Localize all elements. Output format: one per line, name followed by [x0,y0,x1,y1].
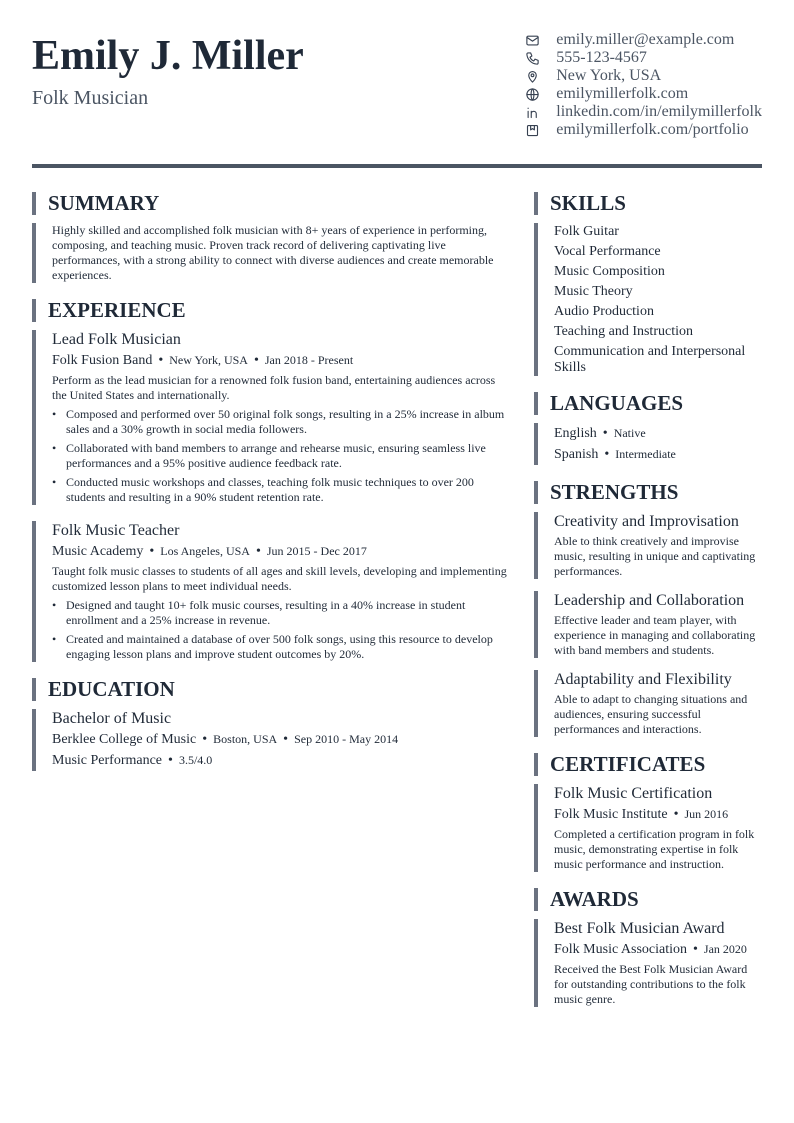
languages-heading: LANGUAGES [534,392,762,415]
certificate-meta: Folk Music Institute • Jun 2016 [554,807,729,822]
education-heading: EDUCATION [32,678,510,701]
language-item: Spanish • Intermediate [554,447,676,462]
strength-text: Able to adapt to changing situations and audiences, ensuring successful performances and interactions. [554,692,748,736]
education-major-row: Music Performance • 3.5/4.0 [52,753,213,768]
strength-title: Adaptability and Flexibility [554,671,732,688]
skill-item: Music Composition [554,264,665,279]
education-major: Music Performance [52,753,163,768]
side-column [534,192,762,1007]
strength-title: Leadership and Collaboration [554,592,745,609]
certificate-title: Folk Music Certification [554,785,713,802]
experience-section [32,299,510,662]
job-bullets [52,598,510,662]
contact-email-text: emily.miller@example.com [556,31,735,48]
awards-section [534,888,762,1007]
job-meta: Music Academy • Los Angeles, USA • Jun 2015 - Dec 2017 [52,544,367,559]
location-pin-icon [524,68,540,84]
job-bullet: • Designed and taught 10+ folk music courses, resulting in a 40% increase in student enrollment and a 25% increase in revenue. [52,598,510,628]
contact-website-text: emilymillerfolk.com [556,85,689,102]
strengths-section [534,481,762,737]
strength-item [534,670,762,737]
language-level: Native [613,426,646,440]
skills-section [534,192,762,376]
job-role: Folk Music Teacher [52,522,180,539]
job-company: Folk Fusion Band [52,353,153,368]
contact-location [524,67,762,85]
contact-phone-text: 555-123-4567 [556,49,647,66]
job-role: Lead Folk Musician [52,331,181,348]
skill-item: Vocal Performance [554,244,661,259]
language-item: English • Native [554,426,646,441]
language-name: Spanish [554,447,599,462]
resume-header [32,0,762,166]
portfolio-icon [524,122,540,138]
summary-heading: SUMMARY [32,192,510,215]
globe-icon [524,86,540,102]
job-bullet: • Conducted music workshops and classes, teaching folk music techniques to over 200 students and resulting in a 90% student retention rate. [52,475,510,505]
contact-email[interactable] [524,31,762,49]
contact-phone[interactable] [524,49,762,67]
contact-linkedin[interactable] [524,103,762,121]
school-name: Berklee College of Music [52,732,197,747]
skill-item: Teaching and Instruction [554,324,693,339]
certificate-date: Jun 2016 [684,807,729,821]
job-description: Perform as the lead musician for a renowned folk fusion band, entertaining audiences across the United States and internationally. [52,373,496,402]
job-location: New York, USA [169,353,248,367]
skill-item: Audio Production [554,304,654,319]
education-section [32,678,510,771]
main-column [32,192,510,771]
education-dates: Sep 2010 - May 2014 [294,732,399,746]
job-bullet: • Composed and performed over 50 original folk songs, resulting in a 25% increase in album sales and a 30% growth in social media followers. [52,407,510,437]
job-bullet: • Collaborated with band members to arrange and rehearse music, ensuring seamless live performances and a 95% positive audience feedback rate. [52,441,510,471]
strength-item [534,591,762,658]
contact-location-text: New York, USA [556,67,662,84]
strength-text: Able to think creatively and improvise music, resulting in unique and captivating performances. [554,534,756,578]
candidate-title: Folk Musician [32,87,149,109]
contact-portfolio[interactable] [524,121,762,139]
candidate-name: Emily J. Miller [32,33,304,79]
strength-text: Effective leader and team player, with experience in managing and collaborating with band members and students. [554,613,756,657]
award-date: Jan 2020 [703,942,747,956]
language-level: Intermediate [615,447,676,461]
job-bullet: • Created and maintained a database of over 500 folk songs, using this resource to develop engaging lesson plans and improve student outcomes by 20%. [52,632,510,662]
contact-linkedin-text: linkedin.com/in/emilymillerfolk [556,103,762,120]
job-dates: Jun 2015 - Dec 2017 [266,544,367,558]
skill-item: Music Theory [554,284,633,299]
award-issuer: Folk Music Association [554,942,688,957]
skills-list [534,223,762,376]
certificate-entry [534,784,762,872]
certificate-issuer: Folk Music Institute [554,807,668,822]
languages-list [534,423,762,465]
languages-section [534,392,762,465]
job-description: Taught folk music classes to students of all ages and skill levels, developing and implementing customized lesson plans to meet individual needs. [52,564,507,593]
skills-heading: SKILLS [534,192,762,215]
summary-text: Highly skilled and accomplished folk musician with 8+ years of experience in performing, composing, and teaching music. Proven track record of delivering captivating live performances, with a strong ability to connect with diverse audiences and create memorable experiences. [32,223,510,283]
header-divider [32,164,762,168]
strengths-heading: STRENGTHS [534,481,762,504]
education-entry [32,709,510,771]
certificates-heading: CERTIFICATES [534,753,762,776]
award-title: Best Folk Musician Award [554,920,725,937]
school-location: Boston, USA [213,732,278,746]
strength-title: Creativity and Improvisation [554,513,739,530]
job-company: Music Academy [52,544,144,559]
job-bullets [52,407,510,505]
strength-item [534,512,762,579]
job-meta: Folk Fusion Band • New York, USA • Jan 2018 - Present [52,353,354,368]
award-entry [534,919,762,1007]
contact-portfolio-text: emilymillerfolk.com/portfolio [556,121,749,138]
award-text: Received the Best Folk Musician Award for outstanding contributions to the folk music genre. [554,962,748,1006]
phone-icon [524,50,540,66]
skill-item: Folk Guitar [554,224,619,239]
education-meta: Berklee College of Music • Boston, USA • Sep 2010 - May 2014 [52,732,399,747]
mail-icon [524,32,540,48]
job-dates: Jan 2018 - Present [264,353,354,367]
degree: Bachelor of Music [52,710,172,727]
experience-entry [32,521,510,662]
linkedin-icon [524,104,540,120]
award-meta: Folk Music Association • Jan 2020 [554,942,747,957]
education-gpa: 3.5/4.0 [178,753,213,767]
certificate-text: Completed a certification program in folk music, demonstrating expertise in folk music performance and instruction. [554,827,755,871]
skill-item: Communication and Interpersonal Skills [554,344,746,375]
language-name: English [554,426,597,441]
contact-website[interactable] [524,85,762,103]
certificates-section [534,753,762,872]
awards-heading: AWARDS [534,888,762,911]
job-location: Los Angeles, USA [160,544,250,558]
contact-list [524,31,762,139]
experience-entry [32,330,510,505]
summary-section [32,192,510,283]
experience-heading: EXPERIENCE [32,299,510,322]
